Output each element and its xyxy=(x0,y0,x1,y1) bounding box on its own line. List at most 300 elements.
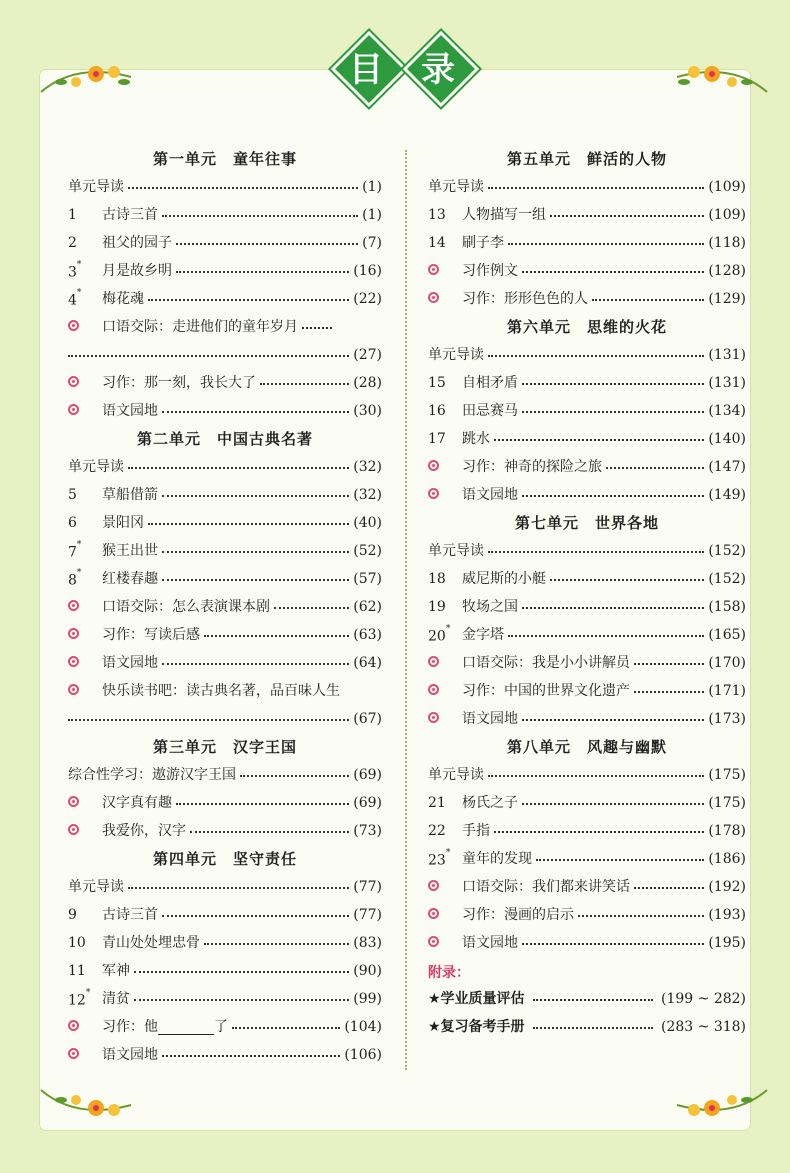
toc-entry[interactable] xyxy=(68,929,382,957)
entry-title: 口语交际：我是小小讲解员 xyxy=(462,655,630,671)
leader-dots xyxy=(494,438,704,441)
unit-heading: 第八单元 风趣与幽默 xyxy=(506,738,667,756)
toc-entry-continuation[interactable] xyxy=(68,705,382,733)
lesson-number xyxy=(428,619,462,651)
leader-dots xyxy=(533,998,653,1001)
entry-title: 古诗三首 xyxy=(102,907,158,923)
leader-dots xyxy=(634,886,704,889)
page-number: (186) xyxy=(708,851,746,867)
toc-entry[interactable] xyxy=(68,369,382,397)
section-bullet-icon xyxy=(428,292,439,303)
toc-entry[interactable] xyxy=(428,453,746,481)
leader-dots xyxy=(240,774,349,777)
page-number: (28) xyxy=(353,375,382,391)
lesson-number xyxy=(428,873,462,901)
entry-title: 习作：神奇的探险之旅 xyxy=(462,459,602,475)
lesson-number xyxy=(68,1041,102,1069)
leader-dots xyxy=(634,690,704,693)
page-title xyxy=(318,30,486,102)
page-number: (175) xyxy=(708,795,746,811)
page-number: (32) xyxy=(353,459,382,475)
leader-dots xyxy=(488,774,704,777)
leader-dots xyxy=(494,830,704,833)
page-number: (69) xyxy=(353,795,382,811)
page-number: (195) xyxy=(708,935,746,951)
leader-dots xyxy=(522,942,704,945)
leader-dots xyxy=(522,494,704,497)
page-number: (73) xyxy=(353,823,382,839)
entry-title: 梅花魂 xyxy=(102,291,144,307)
page-number: (131) xyxy=(708,375,746,391)
toc-entry[interactable] xyxy=(428,649,746,677)
lesson-number-text: 16 xyxy=(428,403,446,419)
leader-dots xyxy=(162,914,349,917)
toc-entry[interactable] xyxy=(68,621,382,649)
leader-dots xyxy=(204,634,349,637)
entry-title: 自相矛盾 xyxy=(462,375,518,391)
lesson-number-text: 12 xyxy=(68,992,86,1009)
entry-title: 汉字真有趣 xyxy=(102,795,172,811)
leader-dots xyxy=(536,858,704,861)
title-diamond xyxy=(406,34,470,98)
lesson-number-text: 14 xyxy=(428,235,446,251)
entry-title: 综合性学习：遨游汉字王国 xyxy=(68,767,236,783)
toc-entry[interactable] xyxy=(68,873,382,901)
entry-title: 语文园地 xyxy=(462,935,518,951)
lesson-number xyxy=(68,1013,102,1041)
lesson-number-text: 7 xyxy=(68,544,77,561)
entry-title: 口语交际：怎么表演课本剧 xyxy=(102,599,270,615)
leader-dots xyxy=(522,802,704,805)
page-number: (90) xyxy=(353,963,382,979)
toc-right-column xyxy=(428,145,746,1041)
leader-dots xyxy=(232,1026,340,1029)
page-number: (173) xyxy=(708,711,746,727)
lesson-number-text: 4 xyxy=(68,292,77,309)
lesson-number xyxy=(428,257,462,285)
lesson-number xyxy=(68,201,102,229)
lesson-number-text: 21 xyxy=(428,795,446,811)
leader-dots xyxy=(134,998,349,1001)
leader-dots xyxy=(68,354,349,357)
toc-entry[interactable] xyxy=(428,677,746,705)
lesson-number xyxy=(428,901,462,929)
entry-title: 军神 xyxy=(102,963,130,979)
entry-title: 人物描写一组 xyxy=(462,207,546,223)
toc-entry[interactable] xyxy=(428,705,746,733)
leader-dots xyxy=(162,662,349,665)
toc-entry[interactable] xyxy=(428,229,746,257)
entry-title: 威尼斯的小艇 xyxy=(462,571,546,587)
toc-entry[interactable] xyxy=(428,341,746,369)
optional-star: * xyxy=(445,848,451,859)
toc-entry[interactable] xyxy=(428,369,746,397)
lesson-number xyxy=(68,649,102,677)
entry-title: 童年的发现 xyxy=(462,851,532,867)
entry-title: 单元导读 xyxy=(68,179,124,195)
flower-decoration-icon xyxy=(672,1080,772,1130)
leader-dots xyxy=(522,606,704,609)
page-number: (140) xyxy=(708,431,746,447)
entry-title: 手指 xyxy=(462,823,490,839)
toc-entry[interactable] xyxy=(68,649,382,677)
lesson-number xyxy=(68,255,102,287)
leader-dots xyxy=(634,662,704,665)
toc-entry[interactable] xyxy=(68,677,382,705)
toc-entry[interactable] xyxy=(428,425,746,453)
lesson-number xyxy=(428,369,462,397)
page-number: (62) xyxy=(353,599,382,615)
page-range: (199 ~ 282) xyxy=(661,991,746,1007)
page-number: (175) xyxy=(708,767,746,783)
toc-entry[interactable] xyxy=(428,565,746,593)
lesson-number xyxy=(68,677,102,705)
section-bullet-icon xyxy=(68,404,79,415)
appendix-entry-title: ★学业质量评估 xyxy=(428,991,525,1007)
section-bullet-icon xyxy=(68,796,79,807)
toc-entry[interactable] xyxy=(428,397,746,425)
section-bullet-icon xyxy=(428,712,439,723)
lesson-number xyxy=(428,817,462,845)
page-number: (104) xyxy=(344,1019,382,1035)
lesson-number xyxy=(428,397,462,425)
entry-title: 牧场之国 xyxy=(462,599,518,615)
lesson-number xyxy=(428,453,462,481)
entry-title: 语文园地 xyxy=(462,487,518,503)
entry-title: 景阳冈 xyxy=(102,515,144,531)
leader-dots xyxy=(302,326,332,329)
lesson-number xyxy=(68,929,102,957)
page-range: (283 ~ 318) xyxy=(661,1019,746,1035)
leader-dots xyxy=(204,942,349,945)
toc-entry[interactable] xyxy=(428,481,746,509)
entry-title: 单元导读 xyxy=(428,179,484,195)
page-number: (99) xyxy=(353,991,382,1007)
lesson-number-text: 11 xyxy=(68,963,86,979)
fill-in-blank xyxy=(158,1020,214,1035)
lesson-number xyxy=(68,789,102,817)
toc-entry[interactable] xyxy=(68,313,382,341)
toc-entry[interactable] xyxy=(68,985,382,1013)
title-char: 目 xyxy=(349,49,383,90)
toc-entry[interactable] xyxy=(428,817,746,845)
flower-decoration-icon xyxy=(672,52,772,102)
toc-entry[interactable] xyxy=(428,873,746,901)
lesson-number-text: 2 xyxy=(68,235,77,251)
page-number: (32) xyxy=(353,487,382,503)
toc-entry[interactable] xyxy=(428,593,746,621)
leader-dots xyxy=(488,550,704,553)
leader-dots xyxy=(128,466,349,469)
page-number: (16) xyxy=(353,263,382,279)
section-bullet-icon xyxy=(68,628,79,639)
toc-entry[interactable] xyxy=(68,509,382,537)
toc-entry[interactable] xyxy=(428,201,746,229)
toc-entry[interactable] xyxy=(428,901,746,929)
toc-entry[interactable] xyxy=(428,537,746,565)
leader-dots xyxy=(176,270,349,273)
page-number: (1) xyxy=(362,179,382,195)
page-number: (67) xyxy=(353,711,382,727)
optional-star: * xyxy=(76,568,82,579)
lesson-number xyxy=(68,509,102,537)
lesson-number xyxy=(428,929,462,957)
leader-dots xyxy=(190,830,349,833)
entry-title: 习作：形形色色的人 xyxy=(462,291,588,307)
lesson-number-text: 18 xyxy=(428,571,446,587)
page-number: (106) xyxy=(344,1047,382,1063)
entry-title: 习作：中国的世界文化遗产 xyxy=(462,683,630,699)
lesson-number-text: 3 xyxy=(68,264,77,281)
lesson-number-text: 19 xyxy=(428,599,446,615)
lesson-number xyxy=(68,983,102,1015)
toc-entry[interactable] xyxy=(428,173,746,201)
page-number: (30) xyxy=(353,403,382,419)
page-number: (152) xyxy=(708,571,746,587)
page-number: (109) xyxy=(708,207,746,223)
leader-dots xyxy=(162,410,349,413)
entry-title: 红楼春趣 xyxy=(102,571,158,587)
toc-entry[interactable] xyxy=(428,761,746,789)
lesson-number xyxy=(428,201,462,229)
entry-title: 月是故乡明 xyxy=(102,263,172,279)
leader-dots xyxy=(522,270,704,273)
toc-entry[interactable] xyxy=(428,929,746,957)
page-number: (40) xyxy=(353,515,382,531)
title-char: 录 xyxy=(421,49,455,90)
leader-dots xyxy=(508,634,704,637)
section-bullet-icon xyxy=(428,908,439,919)
page-number: (171) xyxy=(708,683,746,699)
lesson-number xyxy=(68,563,102,595)
unit-heading: 第二单元 中国古典名著 xyxy=(136,430,313,448)
entry-title: 猴王出世 xyxy=(102,543,158,559)
section-bullet-icon xyxy=(428,460,439,471)
toc-entry[interactable] xyxy=(428,285,746,313)
toc-entry[interactable] xyxy=(68,817,382,845)
lesson-number xyxy=(68,283,102,315)
toc-entry[interactable] xyxy=(68,453,382,481)
page-number: (149) xyxy=(708,487,746,503)
unit-heading: 第七单元 世界各地 xyxy=(514,514,659,532)
optional-star: * xyxy=(76,288,82,299)
appendix-entry[interactable] xyxy=(428,985,746,1013)
entry-title: 田忌赛马 xyxy=(462,403,518,419)
page-number: (129) xyxy=(708,291,746,307)
entry-title-suffix: 了 xyxy=(214,1019,228,1035)
unit-heading: 第三单元 汉字王国 xyxy=(152,738,297,756)
entry-title: 习作：他 xyxy=(102,1019,158,1035)
leader-dots xyxy=(162,578,349,581)
toc-entry[interactable] xyxy=(68,537,382,565)
page-number: (165) xyxy=(708,627,746,643)
section-bullet-icon xyxy=(68,600,79,611)
leader-dots xyxy=(162,1054,340,1057)
lesson-number xyxy=(68,817,102,845)
toc-entry[interactable] xyxy=(68,397,382,425)
page-number: (158) xyxy=(708,599,746,615)
entry-title: 古诗三首 xyxy=(102,207,158,223)
section-bullet-icon xyxy=(68,320,79,331)
lesson-number xyxy=(68,313,102,341)
page-number: (147) xyxy=(708,459,746,475)
lesson-number xyxy=(68,369,102,397)
entry-title: 杨氏之子 xyxy=(462,795,518,811)
lesson-number xyxy=(428,593,462,621)
entry-title: 语文园地 xyxy=(462,711,518,727)
appendix-entry[interactable] xyxy=(428,1013,746,1041)
page-number: (69) xyxy=(353,767,382,783)
toc-entry[interactable] xyxy=(68,229,382,257)
leader-dots xyxy=(162,550,349,553)
lesson-number xyxy=(68,397,102,425)
entry-title: 刷子李 xyxy=(462,235,504,251)
toc-entry[interactable] xyxy=(68,789,382,817)
page-number: (118) xyxy=(708,235,746,251)
toc-entry[interactable] xyxy=(68,957,382,985)
page-number: (134) xyxy=(708,403,746,419)
entry-title: 习作：漫画的启示 xyxy=(462,907,574,923)
leader-dots xyxy=(522,718,704,721)
toc-entry[interactable] xyxy=(428,845,746,873)
section-bullet-icon xyxy=(428,264,439,275)
page-number: (152) xyxy=(708,543,746,559)
lesson-number-text: 20 xyxy=(428,628,446,645)
lesson-number-text: 15 xyxy=(428,375,446,391)
lesson-number xyxy=(428,285,462,313)
section-bullet-icon xyxy=(428,656,439,667)
leader-dots xyxy=(128,886,349,889)
page-number: (57) xyxy=(353,571,382,587)
entry-title: 习作例文 xyxy=(462,263,518,279)
page-number: (109) xyxy=(708,179,746,195)
toc-entry[interactable] xyxy=(68,565,382,593)
lesson-number xyxy=(68,901,102,929)
unit-heading: 第一单元 童年往事 xyxy=(152,150,297,168)
lesson-number xyxy=(428,789,462,817)
leader-dots xyxy=(176,802,349,805)
leader-dots xyxy=(578,914,704,917)
page-number: (63) xyxy=(353,627,382,643)
toc-entry[interactable] xyxy=(428,621,746,649)
toc-entry[interactable] xyxy=(68,1041,382,1069)
section-bullet-icon xyxy=(68,1020,79,1031)
toc-entry[interactable] xyxy=(68,173,382,201)
section-bullet-icon xyxy=(428,488,439,499)
page-number: (128) xyxy=(708,263,746,279)
toc-entry[interactable] xyxy=(68,257,382,285)
section-bullet-icon xyxy=(428,684,439,695)
leader-dots xyxy=(488,354,704,357)
flower-decoration-icon xyxy=(36,52,136,102)
entry-title: 语文园地 xyxy=(102,655,158,671)
leader-dots xyxy=(550,578,704,581)
lesson-number xyxy=(428,705,462,733)
lesson-number xyxy=(68,229,102,257)
entry-title: 单元导读 xyxy=(428,543,484,559)
page-number: (22) xyxy=(353,291,382,307)
leader-dots xyxy=(260,382,349,385)
toc-entry-continuation[interactable] xyxy=(68,341,382,369)
optional-star: * xyxy=(76,260,82,271)
optional-star: * xyxy=(445,624,451,635)
entry-title: 祖父的园子 xyxy=(102,235,172,251)
unit-heading: 第四单元 坚守责任 xyxy=(152,850,297,868)
lesson-number xyxy=(428,481,462,509)
entry-title: 语文园地 xyxy=(102,403,158,419)
lesson-number xyxy=(428,229,462,257)
flower-decoration-icon xyxy=(36,1080,136,1130)
appendix-entry-title: ★复习备考手册 xyxy=(428,1019,525,1035)
entry-title: 青山处处埋忠骨 xyxy=(102,935,200,951)
entry-title: 跳水 xyxy=(462,431,490,447)
entry-title: 口语交际：我们都来讲笑话 xyxy=(462,879,630,895)
toc-entry[interactable] xyxy=(68,201,382,229)
entry-title: 单元导读 xyxy=(428,347,484,363)
page-number: (1) xyxy=(362,207,382,223)
toc-entry[interactable] xyxy=(68,761,382,789)
leader-dots xyxy=(550,214,704,217)
lesson-number xyxy=(428,843,462,875)
entry-title: 快乐读书吧：读古典名著，品百味人生 xyxy=(102,683,340,699)
entry-title: 单元导读 xyxy=(428,767,484,783)
lesson-number-text: 13 xyxy=(428,207,446,223)
leader-dots xyxy=(522,382,704,385)
unit-heading: 第六单元 思维的火花 xyxy=(506,318,667,336)
toc-entry[interactable] xyxy=(428,789,746,817)
leader-dots xyxy=(148,522,349,525)
leader-dots xyxy=(148,298,349,301)
toc-entry[interactable] xyxy=(68,901,382,929)
toc-left-column xyxy=(68,145,382,1069)
page-number: (83) xyxy=(353,935,382,951)
section-bullet-icon xyxy=(68,656,79,667)
lesson-number xyxy=(68,621,102,649)
page-number: (52) xyxy=(353,543,382,559)
leader-dots xyxy=(134,970,349,973)
toc-entry[interactable] xyxy=(68,593,382,621)
appendix-title: 附录： xyxy=(428,965,470,981)
optional-star: * xyxy=(85,988,91,999)
section-bullet-icon xyxy=(68,1048,79,1059)
entry-title: 习作：写读后感 xyxy=(102,627,200,643)
toc-entry[interactable] xyxy=(68,1013,382,1041)
page-number: (27) xyxy=(353,347,382,363)
toc-entry[interactable] xyxy=(428,257,746,285)
lesson-number-text: 1 xyxy=(68,207,77,223)
section-bullet-icon xyxy=(428,936,439,947)
toc-entry[interactable] xyxy=(68,481,382,509)
lesson-number-text: 6 xyxy=(68,515,77,531)
entry-title: 口语交际：走进他们的童年岁月 xyxy=(102,319,298,335)
page-number: (77) xyxy=(353,879,382,895)
entry-title: 单元导读 xyxy=(68,879,124,895)
page-number: (178) xyxy=(708,823,746,839)
section-bullet-icon xyxy=(68,376,79,387)
leader-dots xyxy=(162,214,358,217)
leader-dots xyxy=(522,410,704,413)
lesson-number-text: 9 xyxy=(68,907,77,923)
entry-title: 语文园地 xyxy=(102,1047,158,1063)
leader-dots xyxy=(128,186,358,189)
page-number: (192) xyxy=(708,879,746,895)
entry-title: 草船借箭 xyxy=(102,487,158,503)
lesson-number-text: 23 xyxy=(428,852,446,869)
lesson-number xyxy=(428,565,462,593)
lesson-number xyxy=(428,425,462,453)
leader-dots xyxy=(68,718,349,721)
toc-entry[interactable] xyxy=(68,285,382,313)
